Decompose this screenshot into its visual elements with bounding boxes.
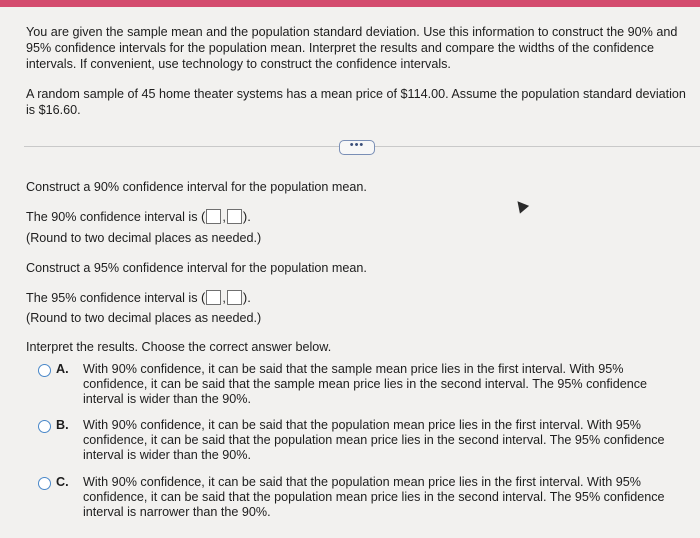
part-90-prompt: Construct a 90% confidence interval for the population mean.: [26, 180, 367, 194]
ci95-lower-input[interactable]: [206, 290, 221, 305]
interpret-prompt: Interpret the results. Choose the correct answer below.: [26, 340, 332, 354]
option-letter: B.: [56, 418, 69, 432]
open-paren: (: [201, 290, 206, 305]
question-intro: You are given the sample mean and the population standard deviation. Use this information to construct the 90% and 95% confidence intervals for the population mean. Interpret the results and compare the widths of the confidence intervals. If convenient, use technology to construct the confidence intervals.: [26, 25, 678, 71]
option-letter: A.: [56, 362, 69, 376]
part-95-round-note: (Round to two decimal places as needed.): [26, 311, 262, 325]
ci90-lower-input[interactable]: [206, 209, 221, 224]
option-letter: C.: [56, 475, 69, 489]
close-paren: ).: [242, 209, 251, 224]
option-text: With 90% confidence, it can be said that the population mean price lies in the first interval. With 95% confidence, it can be said that the population mean price lies in the second interval. The 95% confidence interval is wider than the 90%.: [83, 418, 665, 462]
expand-more-button[interactable]: •••: [339, 140, 375, 155]
part-95-prompt: Construct a 95% confidence interval for the population mean.: [26, 261, 367, 275]
part-95-answer-line: [26, 290, 251, 306]
ci95-upper-input[interactable]: [227, 290, 242, 305]
close-paren: ).: [242, 290, 251, 305]
top-accent-bar: [0, 0, 700, 7]
ci90-upper-input[interactable]: [227, 209, 242, 224]
part-90-round-note: (Round to two decimal places as needed.): [26, 231, 262, 245]
comma: ,: [222, 291, 226, 305]
radio-button[interactable]: [38, 477, 51, 490]
sample-info: A random sample of 45 home theater systems has a mean price of $114.00. Assume the population standard deviation is $16.60.: [26, 87, 686, 117]
comma: ,: [222, 210, 226, 224]
option-text: With 90% confidence, it can be said that the population mean price lies in the first interval. With 95% confidence, it can be said that the population mean price lies in the second interval. The 95% confidence interval is narrower than the 90%.: [83, 475, 665, 519]
part-90-answer-line: [26, 209, 251, 225]
part-95-answer-prefix: The 95% confidence interval is: [26, 291, 198, 305]
mouse-cursor-icon: [513, 197, 529, 213]
option-text: With 90% confidence, it can be said that the sample mean price lies in the first interval. With 95% confidence, it can be said that the sample mean price lies in the second interval. The 95% confidence interval is wider than the 90%.: [83, 362, 648, 406]
part-90-answer-prefix: The 90% confidence interval is: [26, 210, 198, 224]
open-paren: (: [201, 209, 206, 224]
radio-button[interactable]: [38, 364, 51, 377]
radio-button[interactable]: [38, 420, 51, 433]
